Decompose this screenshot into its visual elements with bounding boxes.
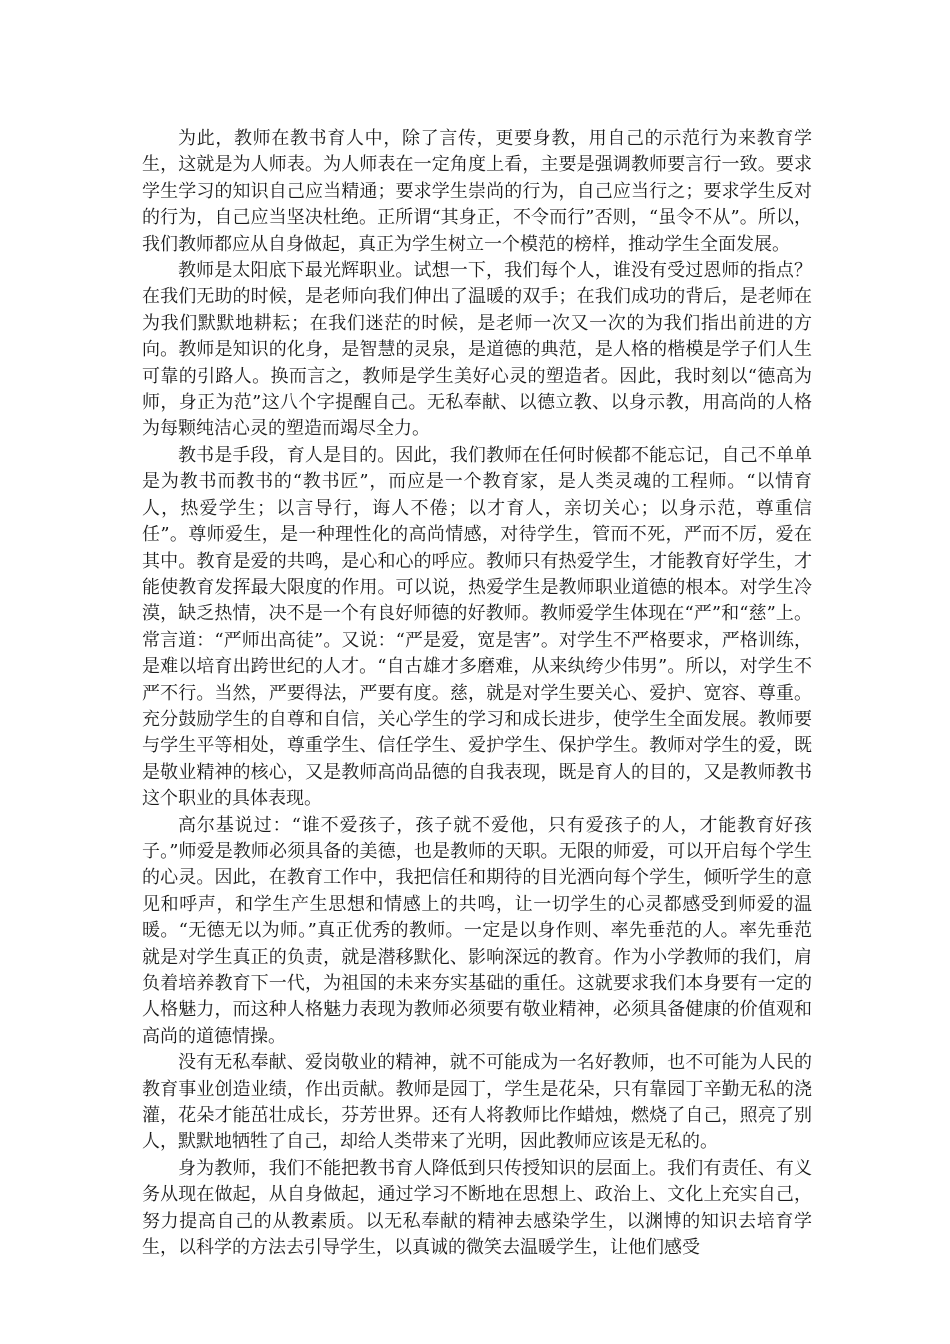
paragraph-noble-profession: 教师是太阳底下最光辉职业。试想一下，我们每个人，谁没有受过恩师的指点？在我们无助的时候，是老师向我们伸出了温暖的双手；在我们成功的背后，是老师在为我们默默地耕耘；在我们迷茫的时候，是老师一次又一次的为我们指出前进的方向。教师是知识的化身，是智慧的灵泉，是道德的典范，是人格的楷模是学子们人生可靠的引路人。换而言之，教师是学生美好心灵的塑造者。因此，我时刻以“德高为师，身正为范”这八个字提醒自己。无私奉献、以德立教、以身示教，用高尚的人格为每颗纯洁心灵的塑造而竭尽全力。: [142, 260, 812, 440]
paragraph-gorky-quote: 高尔基说过：“谁不爱孩子，孩子就不爱他，只有爱孩子的人，才能教育好孩子。”师爱是教师必须具备的美德，也是教师的天职。无限的师爱，可以开启每个学生的心灵。因此，在教育工作中，我把信任和期待的目光洒向每个学生，倾听学生的意见和呼声，和学生产生思想和情感上的共鸣，让一切学生的心灵都感受到师爱的温暖。“无德无以为师。”真正优秀的教师。一定是以身作则、率先垂范的人。率先垂范就是对学生真正的负责，就是潜移默化、影响深远的教育。作为小学教师的我们，肩负着培养教育下一代，为祖国的未来夯实基础的重任。这就要求我们本身要有一定的人格魅力，而这种人格魅力表现为教师必须要有敬业精神，必须具备健康的价值观和高尚的道德情操。: [142, 814, 812, 1047]
paragraph-role-model: 为此，教师在教书育人中，除了言传，更要身教，用自己的示范行为来教育学生，这就是为人师表。为人师表在一定角度上看，主要是强调教师要言行一致。要求学生学习的知识自己应当精通；要求学生崇尚的行为，自己应当行之；要求学生反对的行为，自己应当坚决杜绝。正所谓“其身正，不令而行”否则，“虽令不从”。所以，我们教师都应从自身做起，真正为学生树立一个模范的榜样，推动学生全面发展。: [142, 128, 812, 255]
paragraph-teaching-and-educating: 教书是手段，育人是目的。因此，我们教师在任何时候都不能忘记，自己不单单是为教书而教书的“教书匠”，而应是一个教育家，是人类灵魂的工程师。“以情育人，热爱学生；以言导行，诲人不倦；以才育人，亲切关心；以身示范，尊重信任”。尊师爱生，是一种理性化的高尚情感，对待学生，管而不死，严而不厉，爱在其中。教育是爱的共鸣，是心和心的呼应。教师只有热爱学生，才能教育好学生，才能使教育发挥最大限度的作用。可以说，热爱学生是教师职业道德的根本。对学生冷漠，缺乏热情，决不是一个有良好师德的好教师。教师爱学生体现在“严”和“慈”上。常言道：“严师出高徒”。又说：“严是爱，宽是害”。对学生不严格要求，严格训练，是难以培育出跨世纪的人才。“自古雄才多磨难，从来纨绔少伟男”。所以，对学生不严不行。当然，严要得法，严要有度。慈，就是对学生要关心、爱护、宽容、尊重。充分鼓励学生的自尊和自信，关心学生的学习和成长进步，使学生全面发展。教师要与学生平等相处，尊重学生、信任学生、爱护学生、保护学生。教师对学生的爱，既是敬业精神的核心，又是教师高尚品德的自我表现，既是育人的目的，又是教师教书这个职业的具体表现。: [142, 444, 812, 810]
paragraph-responsibility: 身为教师，我们不能把教书育人降低到只传授知识的层面上。我们有责任、有义务从现在做起，从自身做起，通过学习不断地在思想上、政治上、文化上充实自己，努力提高自己的从教素质。以无私奉献的精神去感染学生，以渊博的知识去培育学生，以科学的方法去引导学生，以真诚的微笑去温暖学生，让他们感受: [142, 1157, 812, 1259]
document-body: [142, 126, 812, 1261]
paragraph-selfless-dedication: 没有无私奉献、爱岗敬业的精神，就不可能成为一名好教师，也不可能为人民的教育事业创造业绩，作出贡献。教师是园丁，学生是花朵，只有靠园丁辛勤无私的浇灌，花朵才能茁壮成长，芬芳世界。还有人将教师比作蜡烛，燃烧了自己，照亮了别人，默默地牺牲了自己，却给人类带来了光明，因此教师应该是无私的。: [142, 1052, 812, 1153]
